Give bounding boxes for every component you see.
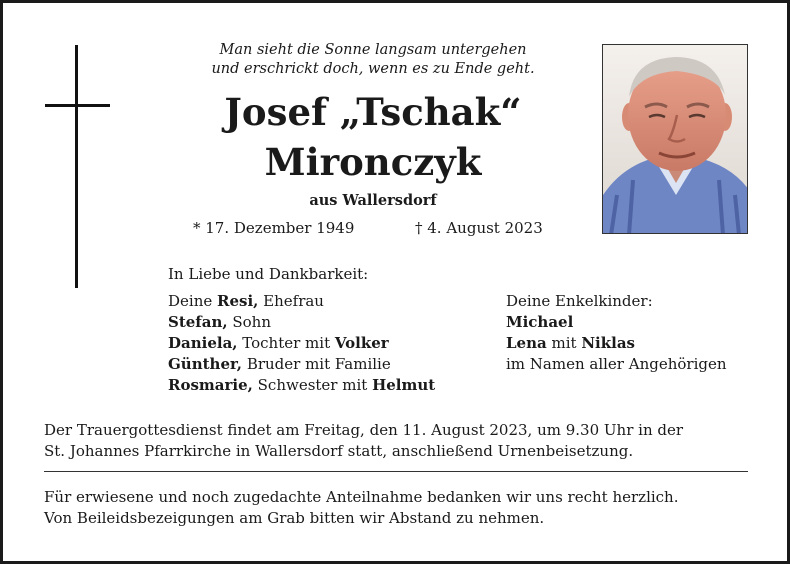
family-member-name: Daniela, xyxy=(168,334,238,352)
family-text: Bruder mit Familie xyxy=(242,355,391,373)
deceased-name-line-1: Josef „Tschak“ xyxy=(224,90,522,134)
closing-line-1: Für erwiesene und noch zugedachte Anteilnahme bedanken wir uns recht herzlich. xyxy=(44,488,679,506)
cross-vertical-bar xyxy=(75,45,78,288)
service-info xyxy=(44,420,754,462)
family-member-line xyxy=(168,312,435,333)
family-member-name: Rosmarie, xyxy=(168,376,253,394)
deceased-origin: aus Wallersdorf xyxy=(309,192,437,209)
family-member-name: Günther, xyxy=(168,355,243,373)
family-member-line xyxy=(506,291,727,312)
family-text: Ehefrau xyxy=(258,292,324,310)
portrait-illustration xyxy=(603,45,748,234)
service-line-2: St. Johannes Pfarrkirche in Wallersdorf statt, anschließend Urnenbeisetzung. xyxy=(44,442,634,460)
family-member-line xyxy=(168,375,435,396)
family-text: Sohn xyxy=(227,313,272,331)
family-member-name: Niklas xyxy=(581,334,635,352)
poem xyxy=(163,41,583,79)
family-member-line xyxy=(168,333,435,354)
family-member-name: Michael xyxy=(506,313,574,331)
birth-date: * 17. Dezember 1949 xyxy=(193,219,355,237)
service-line-1: Der Trauergottesdienst findet am Freitag, den 11. August 2023, um 9.30 Uhr in der xyxy=(44,421,684,439)
family-text: im Namen aller Angehörigen xyxy=(506,355,727,373)
poem-line-2: und erschrickt doch, wenn es zu Ende geht. xyxy=(211,61,535,77)
family-member-line xyxy=(506,354,727,375)
deceased-name-line-2: Mironczyk xyxy=(264,140,482,184)
family-text: Deine Enkelkinder: xyxy=(506,292,653,310)
family-member-line xyxy=(168,354,435,375)
family-member-line xyxy=(168,291,435,312)
deceased-name xyxy=(163,87,583,187)
divider xyxy=(44,471,748,472)
family-text: Schwester mit xyxy=(252,376,373,394)
closing-text xyxy=(44,487,754,529)
family-member-line xyxy=(506,312,727,333)
poem-line-1: Man sieht die Sonne langsam untergehen xyxy=(219,42,527,58)
family-member-name: Lena xyxy=(506,334,547,352)
family-text: mit xyxy=(546,334,582,352)
family-member-line xyxy=(506,333,727,354)
family-text: Tochter mit xyxy=(237,334,335,352)
family-member-name: Resi, xyxy=(217,292,259,310)
death-date: † 4. August 2023 xyxy=(415,219,543,237)
thanks-line: In Liebe und Dankbarkeit: xyxy=(168,265,369,283)
portrait-photo xyxy=(602,44,748,234)
family-text: Deine xyxy=(168,292,218,310)
cross-horizontal-bar xyxy=(45,104,110,107)
closing-line-2: Von Beileidsbezeigungen am Grab bitten wir Abstand zu nehmen. xyxy=(44,509,545,527)
family-member-name: Volker xyxy=(334,334,389,352)
family-member-name: Helmut xyxy=(372,376,436,394)
family-list-left xyxy=(168,291,435,396)
family-list-right xyxy=(506,291,727,375)
family-member-name: Stefan, xyxy=(168,313,228,331)
